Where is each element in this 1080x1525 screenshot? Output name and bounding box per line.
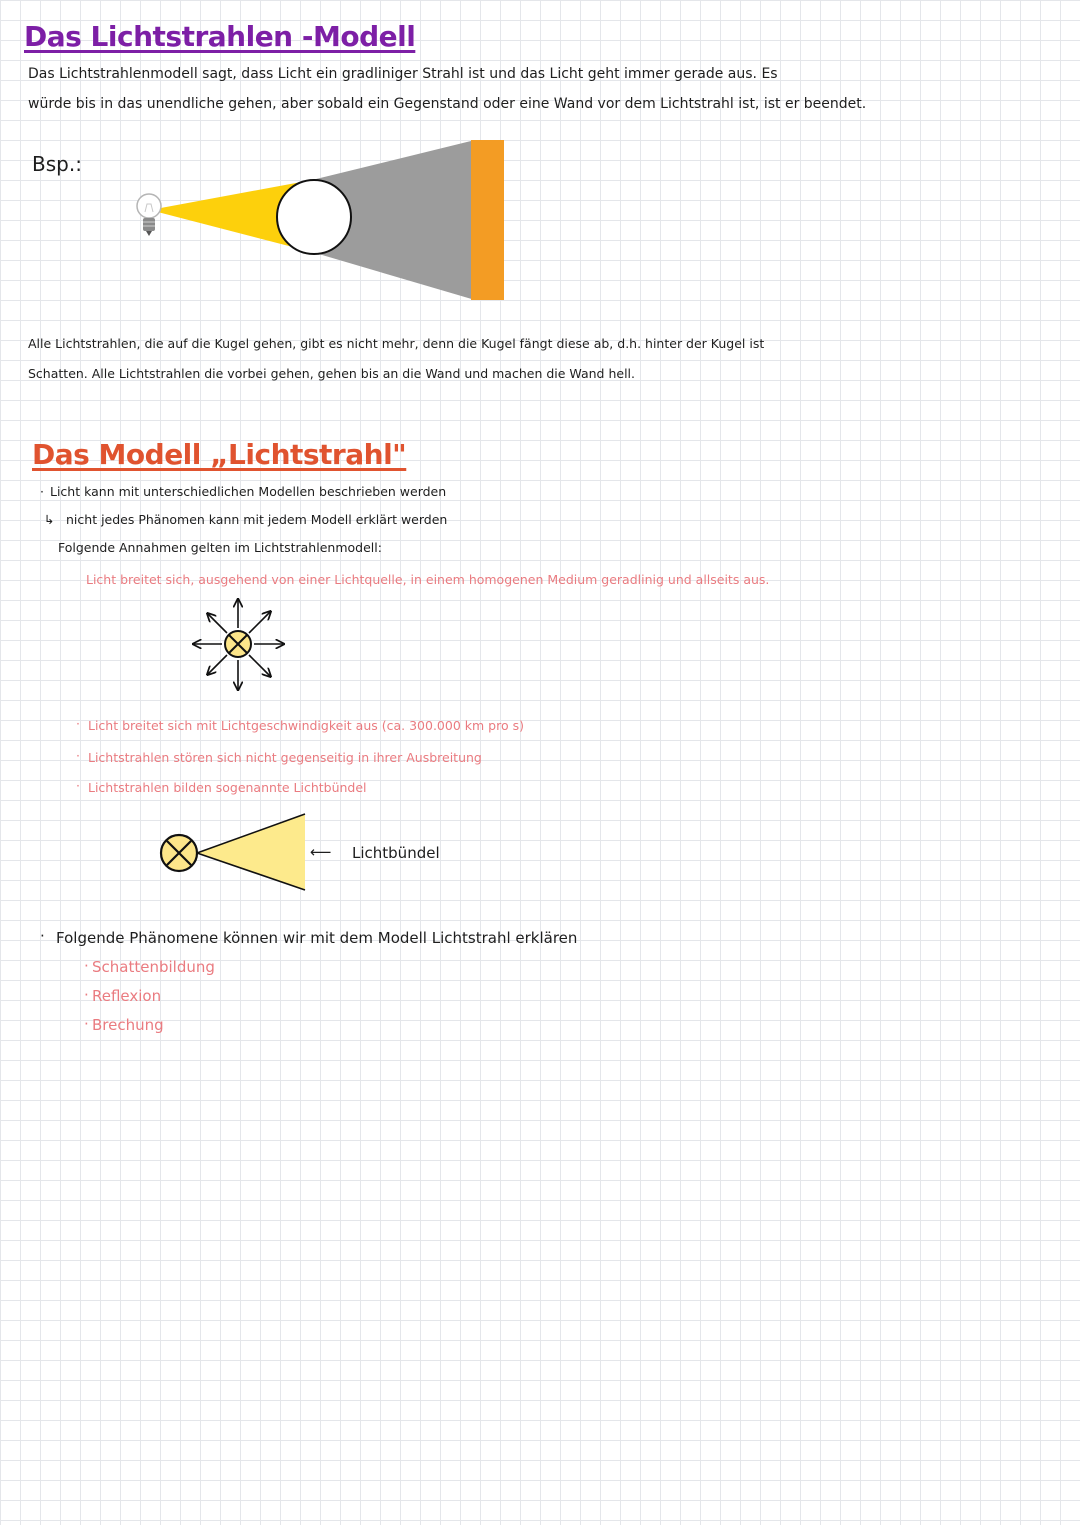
- phenomenon-2: Reflexion: [92, 987, 162, 1005]
- wall: [471, 140, 504, 300]
- assumption-1: Licht breitet sich, ausgehend von einer Lichtquelle, in einem homogenen Medium geradlinig und allseits aus.: [86, 572, 770, 587]
- assumption-4: Lichtstrahlen bilden sogenannte Lichtbündel: [88, 780, 367, 795]
- arrow-note: nicht jedes Phänomen kann mit jedem Modell erklärt werden: [66, 512, 448, 527]
- section2-title: Das Modell „Lichtstrahl": [32, 438, 407, 471]
- bundle-label: Lichtbündel: [352, 844, 440, 862]
- arrow-right-icon: ↳: [44, 512, 55, 527]
- bullet-1: Licht kann mit unterschiedlichen Modellen beschrieben werden: [50, 484, 447, 499]
- arrow-left-icon: ⟵: [310, 843, 332, 861]
- intro-line-2: würde bis in das unendliche gehen, aber sobald ein Gegenstand oder eine Wand vor dem Lichtstrahl ist, ist er beendet.: [28, 96, 867, 112]
- example-label: Bsp.:: [32, 152, 82, 176]
- assumption-3: Lichtstrahlen stören sich nicht gegenseitig in ihrer Ausbreitung: [88, 750, 482, 765]
- light-bulb-icon: [137, 194, 161, 236]
- phenomena-intro: Folgende Phänomene können wir mit dem Modell Lichtstrahl erklären: [56, 929, 578, 947]
- assumption-2: Licht breitet sich mit Lichtgeschwindigkeit aus (ca. 300.000 km pro s): [88, 718, 524, 733]
- light-source-icon: [225, 631, 251, 657]
- explain-line-1: Alle Lichtstrahlen, die auf die Kugel gehen, gibt es nicht mehr, denn die Kugel fängt diese ab, d.h. hinter der Kugel ist: [28, 336, 765, 351]
- point-source-diagram: [188, 594, 288, 694]
- intro-line-1: Das Lichtstrahlenmodell sagt, dass Licht ein gradliniger Strahl ist und das Licht geht immer gerade aus. Es: [28, 66, 778, 82]
- shadow-diagram: [120, 130, 520, 310]
- light-bundle: [197, 814, 305, 890]
- phenomenon-1: Schattenbildung: [92, 958, 215, 976]
- phenomenon-3: Brechung: [92, 1016, 164, 1034]
- assumptions-intro: Folgende Annahmen gelten im Lichtstrahlenmodell:: [58, 540, 382, 555]
- bullet-1-dot: ·: [40, 484, 44, 499]
- sphere: [277, 180, 351, 254]
- section1-title: Das Lichtstrahlen -Modell: [24, 20, 416, 53]
- light-source-icon: [161, 835, 197, 871]
- explain-line-2: Schatten. Alle Lichtstrahlen die vorbei gehen, gehen bis an die Wand und machen die Wand hell.: [28, 366, 636, 381]
